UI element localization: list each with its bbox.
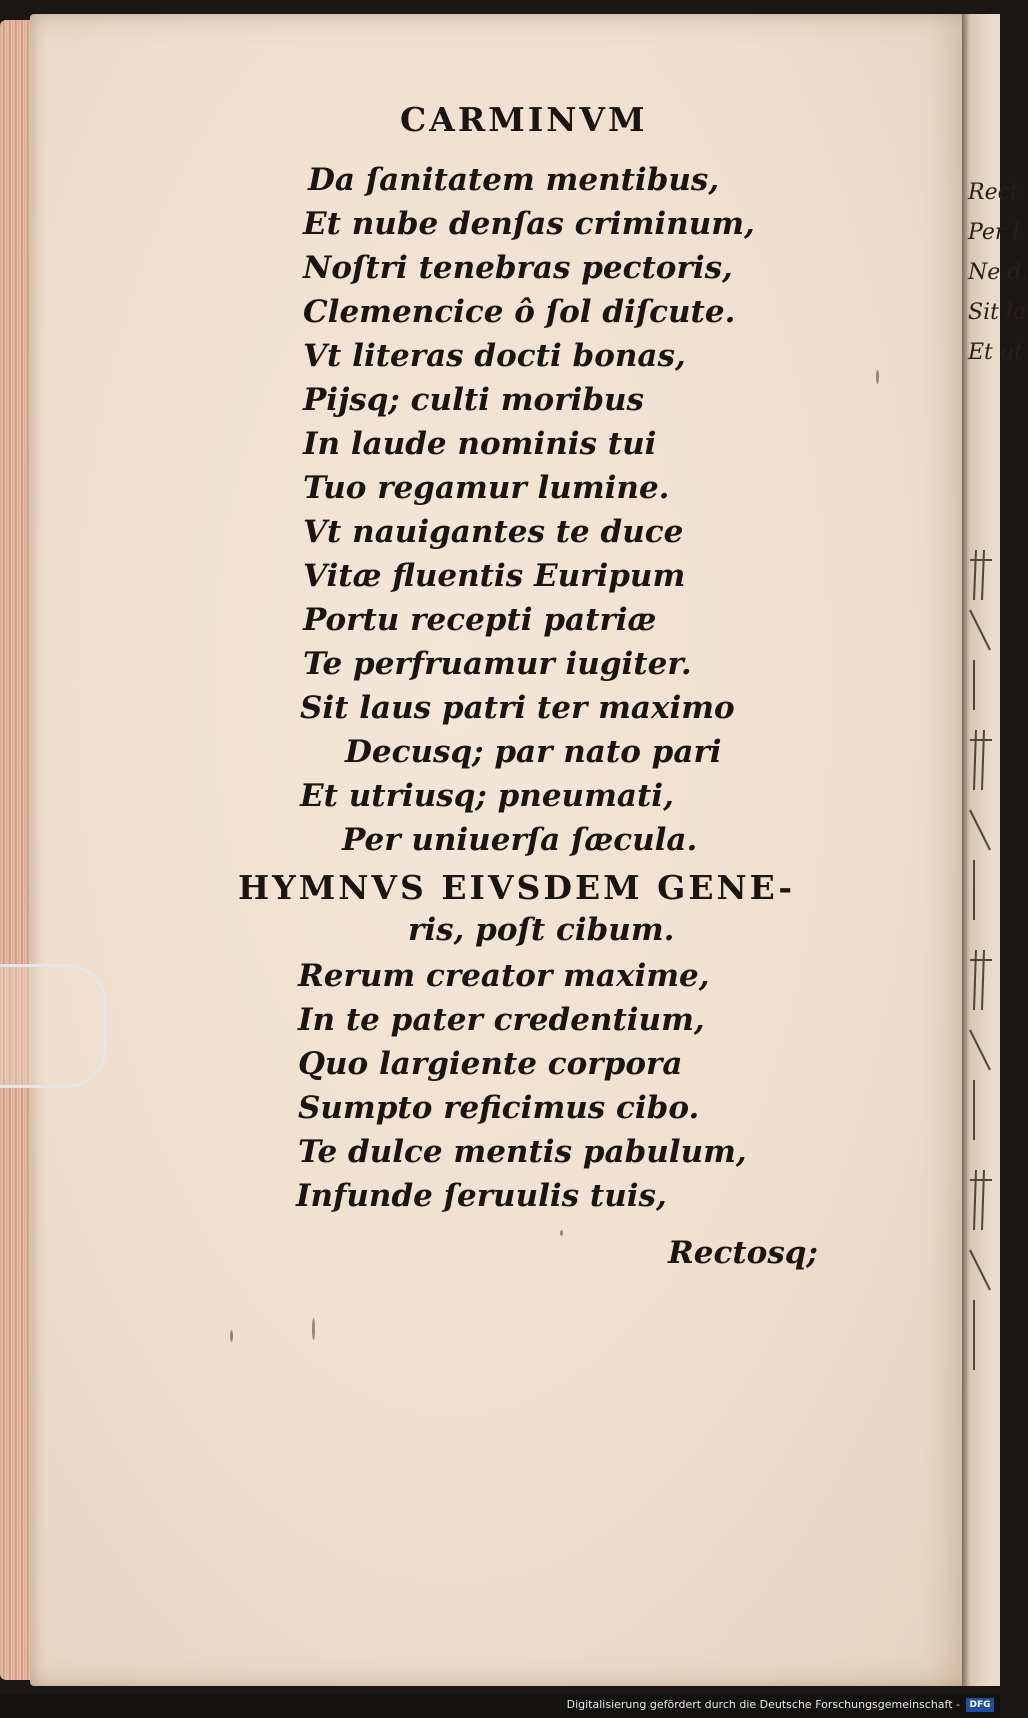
verse-line: Pijsq; culti moribus bbox=[303, 382, 644, 418]
paper-speck bbox=[230, 1330, 233, 1342]
verse-line: Da ſanitatem mentibus, bbox=[308, 162, 720, 198]
footer-credit: Digitalisierung gefördert durch die Deutsche Forschungsgemeinschaft - bbox=[566, 1698, 960, 1711]
verse-line: Rerum creator maxime, bbox=[298, 958, 710, 994]
verse-line: Te dulce mentis pabulum, bbox=[298, 1134, 747, 1170]
verse-line: Vt nauigantes te duce bbox=[303, 514, 684, 550]
verse-line: Sit laus patri ter maximo bbox=[300, 690, 735, 726]
facing-page-fragment: Et ut bbox=[968, 340, 1023, 365]
paper-speck bbox=[312, 1318, 315, 1340]
verse-line: Portu recepti patriæ bbox=[303, 602, 657, 638]
hymn-heading-continuation: ris, poſt cibum. bbox=[408, 912, 675, 948]
verse-line: Clemencice ô ſol diſcute. bbox=[303, 294, 736, 330]
facing-page-fragment: Rect bbox=[968, 180, 1019, 205]
verse-line: Noſtri tenebras pectoris, bbox=[303, 250, 733, 286]
handwritten-marginalia bbox=[962, 540, 1000, 1420]
verse-line: Per uniuerſa ſæcula. bbox=[342, 822, 698, 858]
facing-page-fragment: Sit la bbox=[968, 300, 1027, 325]
facing-page-fragment: Ne d. bbox=[968, 260, 1028, 285]
catchword: Rectosq; bbox=[668, 1235, 818, 1271]
paper-speck bbox=[876, 370, 879, 384]
verse-line: Infunde ſeruulis tuis, bbox=[296, 1178, 667, 1214]
verse-line: In te pater credentium, bbox=[298, 1002, 705, 1038]
running-head: CARMINVM bbox=[400, 100, 648, 139]
verse-line: Decusq; par nato pari bbox=[345, 734, 722, 770]
facing-page-fragment: Per l bbox=[968, 220, 1020, 245]
verse-line: Vitæ fluentis Euripum bbox=[303, 558, 686, 594]
verse-line: Et utriusq; pneumati, bbox=[300, 778, 674, 814]
paper-speck bbox=[560, 1230, 563, 1236]
verse-line: Tuo regamur lumine. bbox=[303, 470, 670, 506]
verse-line: Sumpto reficimus cibo. bbox=[298, 1090, 700, 1126]
verse-line: In laude nominis tui bbox=[303, 426, 657, 462]
verse-line: Quo largiente corpora bbox=[298, 1046, 683, 1082]
verse-line: Te perfruamur iugiter. bbox=[303, 646, 692, 682]
verse-line: Et nube denſas criminum, bbox=[303, 206, 755, 242]
hymn-heading: HYMNVS EIVSDEM GENE- bbox=[238, 868, 796, 907]
bookmark-tab-icon bbox=[0, 964, 107, 1088]
verse-line: Vt literas docti bonas, bbox=[303, 338, 686, 374]
footer-bar bbox=[0, 1694, 1000, 1718]
dfg-logo-icon: DFG bbox=[966, 1698, 994, 1712]
